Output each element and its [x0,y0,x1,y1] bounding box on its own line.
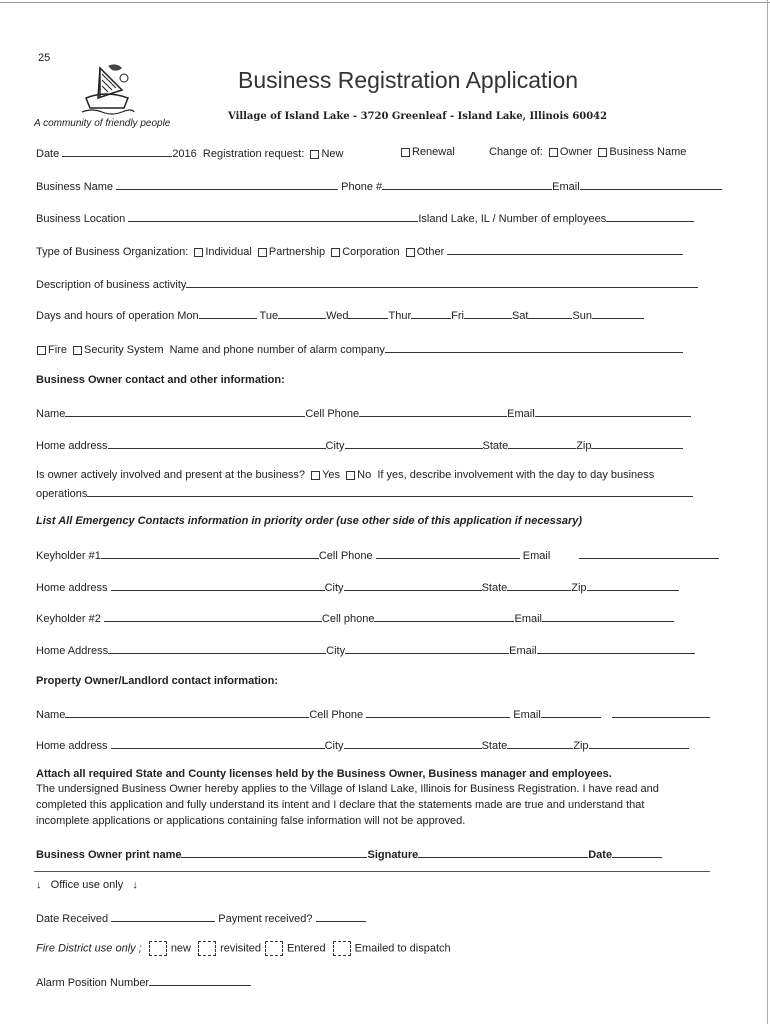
fire-district-label: Fire District use only ; [36,942,142,955]
sun-field[interactable] [592,308,644,319]
owner-email-label: Email [507,408,535,420]
renewal-checkbox[interactable] [401,148,410,157]
emailed-label: Emailed to dispatch [354,942,451,955]
business-name-row [36,179,722,193]
keyholder1-address-field[interactable] [111,580,325,591]
tue-field[interactable] [278,308,326,319]
keyholder2-email2-field[interactable] [537,643,695,654]
landlord-email-label: Email [513,709,541,721]
phone-label: Phone # [341,181,383,193]
office-use-label: Office use only [50,879,124,891]
hours-label: Days and hours of operation Mon [36,310,199,322]
tue-label: Tue [259,310,279,322]
keyholder2-city-field[interactable] [345,643,509,654]
down-arrow-icon: ↓ [36,879,42,891]
renewal-option [398,146,455,158]
landlord-name-label: Name [36,709,66,721]
new-checkbox[interactable] [310,150,319,159]
description-field[interactable] [186,277,698,288]
keyholder1-city-field[interactable] [344,580,482,591]
change-of-option [489,146,686,158]
fd-new-label: new [170,942,191,955]
keyholder1-cell-field[interactable] [376,548,520,559]
top-border [0,2,770,3]
owner-address-row [36,438,683,452]
operations-field[interactable] [87,486,693,497]
emailed-box[interactable] [333,941,351,956]
keyholder2-address-label: Home Address [36,645,109,657]
fire-district-row [36,941,451,956]
owner-name-row [36,406,691,420]
other-label: Other [416,246,445,258]
employees-field[interactable] [606,211,694,222]
no-checkbox[interactable] [346,471,355,480]
business-name-change-label: Business Name [609,146,687,158]
operations-label: operations [36,488,88,500]
fri-label: Fri [451,310,464,322]
fri-field[interactable] [464,308,512,319]
other-checkbox[interactable] [406,248,415,257]
landlord-zip-field[interactable] [589,738,689,749]
employees-label: Island Lake, IL / Number of employees [418,213,607,225]
involved-question: Is owner actively involved and present at the business? [36,469,306,481]
keyholder1-state-label: State [481,582,508,594]
fire-checkbox[interactable] [37,346,46,355]
keyholder1-city-label: City [324,582,344,594]
mon-field[interactable] [199,308,257,319]
security-checkbox[interactable] [73,346,82,355]
owner-name-field[interactable] [65,406,305,417]
office-use-row [36,879,138,891]
no-label: No [357,469,372,481]
signature-row [36,847,662,861]
keyholder2-row [36,611,674,625]
entered-label: Entered [287,942,326,955]
landlord-email-field[interactable] [541,707,601,718]
owner-section-heading: Business Owner contact and other information: [36,374,285,386]
alarm-company-label: Name and phone number of alarm company [169,344,385,356]
village-logo-icon [78,60,136,116]
landlord-address-field[interactable] [111,738,325,749]
keyholder1-state-field[interactable] [507,580,571,591]
hours-row [36,308,644,322]
alarm-company-field[interactable] [385,342,683,353]
landlord-cell-label: Cell Phone [309,709,364,721]
business-name-field[interactable] [116,179,338,190]
owner-city-label: City [325,440,345,452]
alarm-position-row [36,975,251,989]
corporation-checkbox[interactable] [331,248,340,257]
yes-label: Yes [322,469,341,481]
attach-heading: Attach all required State and County licenses held by the Business Owner, Business manager and employees. [36,768,612,780]
payment-received-label: Payment received? [218,913,313,925]
new-box[interactable] [149,941,167,956]
email-label: Email [552,181,580,193]
keyholder1-row [36,548,719,562]
involved-description: If yes, describe involvement with the day to day business [377,469,655,481]
keyholder1-label: Keyholder #1 [36,550,101,562]
keyholder1-email-label: Email [522,550,551,562]
owner-involved-row [36,469,654,481]
keyholder1-address-label: Home address [36,582,108,594]
corner-mark: 25 [38,52,51,64]
email-field[interactable] [580,179,722,190]
owner-cell-field[interactable] [359,406,507,417]
partnership-label: Partnership [268,246,326,258]
keyholder2-cell-label: Cell phone [321,613,375,625]
keyholder2-city-label: City [326,645,346,657]
landlord-address-row [36,738,689,752]
owner-name-label: Name [36,408,66,420]
business-type-label: Type of Business Organization: [36,246,189,258]
signature-date-label: Date [588,849,613,861]
keyholder1-email-field[interactable] [579,548,719,559]
individual-checkbox[interactable] [194,248,203,257]
business-location-label: Business Location [36,213,126,225]
wed-label: Wed [326,310,349,322]
owner-email-field[interactable] [535,406,691,417]
landlord-address-label: Home address [36,740,108,752]
new-label: New [321,148,344,160]
owner-zip-field[interactable] [591,438,683,449]
entered-box[interactable] [265,941,283,956]
page-subtitle: Village of Island Lake - 3720 Greenleaf - Island Lake, Illinois 60042 [228,110,608,122]
sun-label: Sun [572,310,593,322]
keyholder2-label: Keyholder #2 [36,613,101,625]
other-field[interactable] [447,244,683,255]
date-received-row [36,911,366,925]
keyholder2-email2-label: Email [509,645,537,657]
landlord-email-field-ext[interactable] [612,707,710,718]
emergency-section-heading: List All Emergency Contacts information in priority order (use other side of this application if necessary) [36,515,583,527]
change-of-label: Change of: [489,146,543,158]
wed-field[interactable] [348,308,388,319]
tagline: A community of friendly people [34,118,171,129]
revisited-box[interactable] [198,941,216,956]
owner-label: Owner [559,146,593,158]
business-location-field[interactable] [128,211,418,222]
keyholder1-address-row [36,580,679,594]
page-title: Business Registration Application [238,67,579,93]
landlord-state-field[interactable] [507,738,573,749]
owner-cell-label: Cell Phone [305,408,360,420]
date-field[interactable] [62,146,172,157]
alarm-position-label: Alarm Position Number [36,977,150,989]
right-border [767,0,768,1024]
year-label: 2016 [172,148,197,160]
landlord-cell-field[interactable] [366,707,510,718]
business-name-checkbox[interactable] [598,148,607,157]
keyholder2-cell-field[interactable] [374,611,514,622]
owner-zip-label: Zip [576,440,592,452]
landlord-name-field[interactable] [65,707,309,718]
owner-city-field[interactable] [345,438,483,449]
business-type-row [36,244,683,258]
description-row [36,277,698,291]
landlord-city-label: City [324,740,344,752]
yes-checkbox[interactable] [311,471,320,480]
individual-label: Individual [205,246,252,258]
corporation-label: Corporation [342,246,400,258]
thur-field[interactable] [411,308,451,319]
operations-row [36,486,693,500]
divider-line [34,871,710,872]
business-location-row [36,211,694,225]
owner-address-label: Home address [36,440,108,452]
keyholder2-address-row [36,643,695,657]
fire-label: Fire [48,344,67,356]
attach-line-3: incomplete applications or applications containing false information will not be approved. [36,815,466,827]
landlord-name-row [36,707,710,721]
signature-field[interactable] [418,847,588,858]
down-arrow-icon: ↓ [132,879,138,891]
description-label: Description of business activity [36,279,187,291]
owner-checkbox[interactable] [549,148,558,157]
landlord-city-field[interactable] [344,738,482,749]
owner-address-field[interactable] [108,438,326,449]
landlord-section-heading: Property Owner/Landlord contact information: [36,675,279,687]
keyholder2-email-label: Email [514,613,542,625]
payment-received-field[interactable] [316,911,366,922]
landlord-state-label: State [481,740,508,752]
date-received-label: Date Received [36,913,109,925]
attach-line-2: completed this application and fully understand its intent and I declare that the statements made are true and understand that [36,799,645,811]
thur-label: Thur [388,310,412,322]
alarm-position-field[interactable] [149,975,251,986]
owner-state-label: State [482,440,509,452]
sat-field[interactable] [528,308,572,319]
owner-state-field[interactable] [508,438,576,449]
partnership-checkbox[interactable] [258,248,267,257]
alarm-row [34,342,683,356]
date-label: Date [36,148,60,160]
keyholder1-zip-field[interactable] [587,580,679,591]
date-row [36,146,344,160]
keyholder2-email-field[interactable] [542,611,674,622]
keyholder2-field[interactable] [104,611,322,622]
keyholder1-cell-label: Cell Phone [318,550,373,562]
business-name-label: Business Name [36,181,114,193]
signature-date-field[interactable] [612,847,662,858]
security-label: Security System [84,344,164,356]
renewal-label: Renewal [412,146,455,158]
landlord-zip-label: Zip [573,740,589,752]
revisited-label: revisited [220,942,262,955]
signature-label: Signature [367,849,419,861]
attach-line-1: The undersigned Business Owner hereby applies to the Village of Island Lake, Illinois for Business Registration. I have read and [36,783,659,795]
registration-request-label: Registration request: [202,148,305,160]
phone-field[interactable] [382,179,552,190]
print-name-label: Business Owner print name [36,849,182,861]
keyholder1-field[interactable] [101,548,319,559]
keyholder1-zip-label: Zip [571,582,587,594]
sat-label: Sat [511,310,529,322]
date-received-field[interactable] [111,911,215,922]
keyholder2-address-field[interactable] [108,643,326,654]
print-name-field[interactable] [181,847,367,858]
